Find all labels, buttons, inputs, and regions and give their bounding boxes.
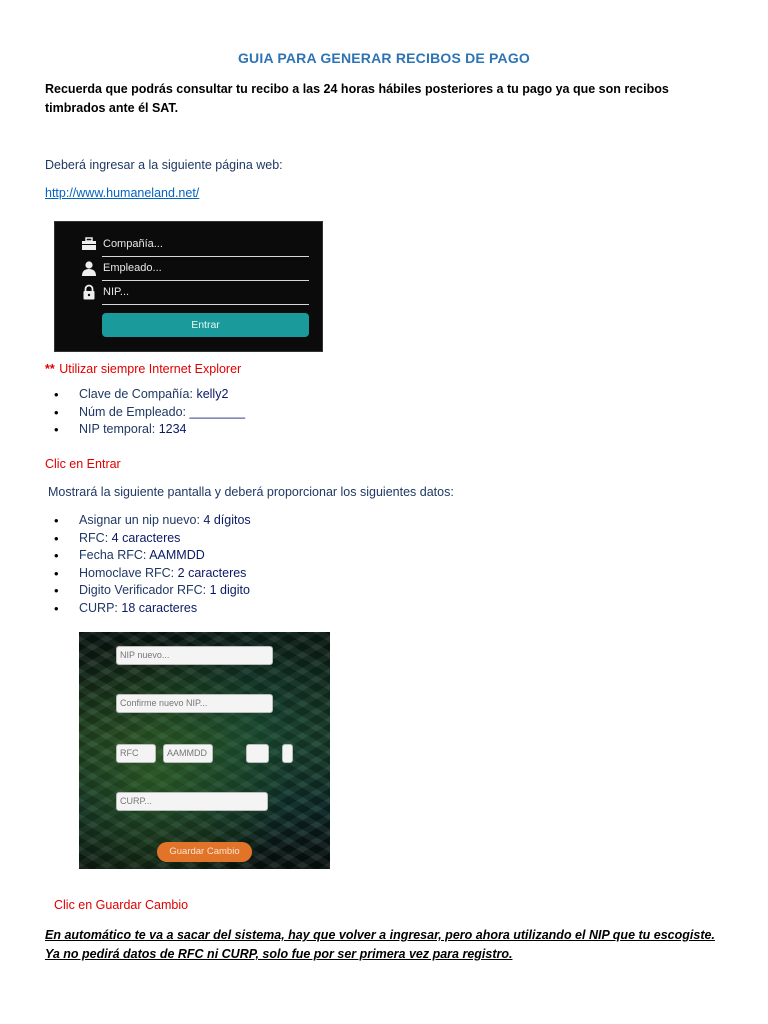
list-item xyxy=(52,530,251,548)
list-item xyxy=(52,512,251,530)
homoclave-input[interactable] xyxy=(246,744,269,763)
item-label: RFC: xyxy=(79,530,109,545)
step-guardar: Clic en Guardar Cambio xyxy=(54,898,189,912)
employee-field[interactable] xyxy=(79,257,309,281)
step-description: Mostrará la siguiente pantalla y deberá proporcionar los siguientes datos: xyxy=(48,485,454,499)
item-value: 4 dígitos xyxy=(203,513,251,527)
login-panel xyxy=(54,221,323,352)
field-underline xyxy=(102,304,309,305)
requirements-list xyxy=(52,512,251,617)
guardar-cambio-button[interactable]: Guardar Cambio xyxy=(157,842,252,862)
briefcase-icon xyxy=(81,236,97,252)
list-item xyxy=(52,582,251,600)
item-value: AAMMDD xyxy=(149,548,205,562)
item-value: 1234 xyxy=(158,422,187,436)
intro-text: Deberá ingresar a la siguiente página web: xyxy=(45,158,283,172)
final-note: En automático te va a sacar del sistema, hay que volver a ingresar, pero ahora utilizando el NIP que tu escogiste. Ya no pedirá datos de RFC ni CURP, solo fue por ser primera vez para registro. xyxy=(45,928,715,961)
website-link[interactable]: http://www.humaneland.net/ xyxy=(45,186,200,200)
item-label: Digito Verificador RFC: xyxy=(79,583,207,597)
fecha-rfc-input[interactable]: AAMMDD xyxy=(163,744,213,763)
item-value: 2 caracteres xyxy=(177,565,247,580)
credentials-list xyxy=(52,386,245,439)
digito-verificador-input[interactable] xyxy=(282,744,293,763)
step-entrar: Clic en Entrar xyxy=(45,457,121,471)
list-item xyxy=(52,421,245,439)
list-item xyxy=(52,600,251,618)
item-label: Clave de Compañía: xyxy=(79,387,193,401)
item-value: 18 caracteres xyxy=(121,600,198,615)
confirm-nip-input[interactable]: Confirme nuevo NIP... xyxy=(116,694,273,713)
nip-placeholder: NIP... xyxy=(103,286,130,298)
person-icon xyxy=(81,260,97,276)
item-label: Homoclave RFC: xyxy=(79,565,175,580)
company-field[interactable] xyxy=(79,233,309,257)
curp-input[interactable]: CURP... xyxy=(116,792,268,811)
nip-nuevo-input[interactable]: NIP nuevo... xyxy=(116,646,273,665)
nip-field[interactable] xyxy=(79,281,309,305)
item-label: Núm de Empleado: xyxy=(79,404,187,419)
entrar-button[interactable]: Entrar xyxy=(102,313,309,337)
rfc-input[interactable]: RFC xyxy=(116,744,156,763)
list-item xyxy=(52,547,251,565)
lock-icon xyxy=(81,284,97,300)
list-item xyxy=(52,565,251,583)
browser-note-text: Utilizar siempre Internet Explorer xyxy=(59,362,242,376)
list-item xyxy=(52,386,245,404)
item-label: CURP: xyxy=(79,600,118,615)
employee-placeholder: Empleado... xyxy=(103,262,162,274)
page-title: GUIA PARA GENERAR RECIBOS DE PAGO xyxy=(237,50,531,66)
company-placeholder: Compañía... xyxy=(103,238,163,250)
item-value: 4 caracteres xyxy=(111,530,181,545)
item-label: NIP temporal: xyxy=(79,422,156,436)
browser-note-prefix: ** xyxy=(45,362,55,376)
browser-note xyxy=(45,360,241,378)
notice-text: Recuerda que podrás consultar tu recibo a las 24 horas hábiles posteriores a tu pago ya que son recibos timbrados ante él SAT. xyxy=(45,82,669,115)
item-label: Fecha RFC: xyxy=(79,548,147,562)
list-item xyxy=(52,404,245,422)
change-nip-panel xyxy=(79,632,330,869)
item-value: kelly2 xyxy=(196,387,229,401)
item-label: Asignar un nip nuevo: xyxy=(79,513,200,527)
item-value: ________ xyxy=(189,404,246,419)
item-value: 1 digito xyxy=(209,583,250,597)
